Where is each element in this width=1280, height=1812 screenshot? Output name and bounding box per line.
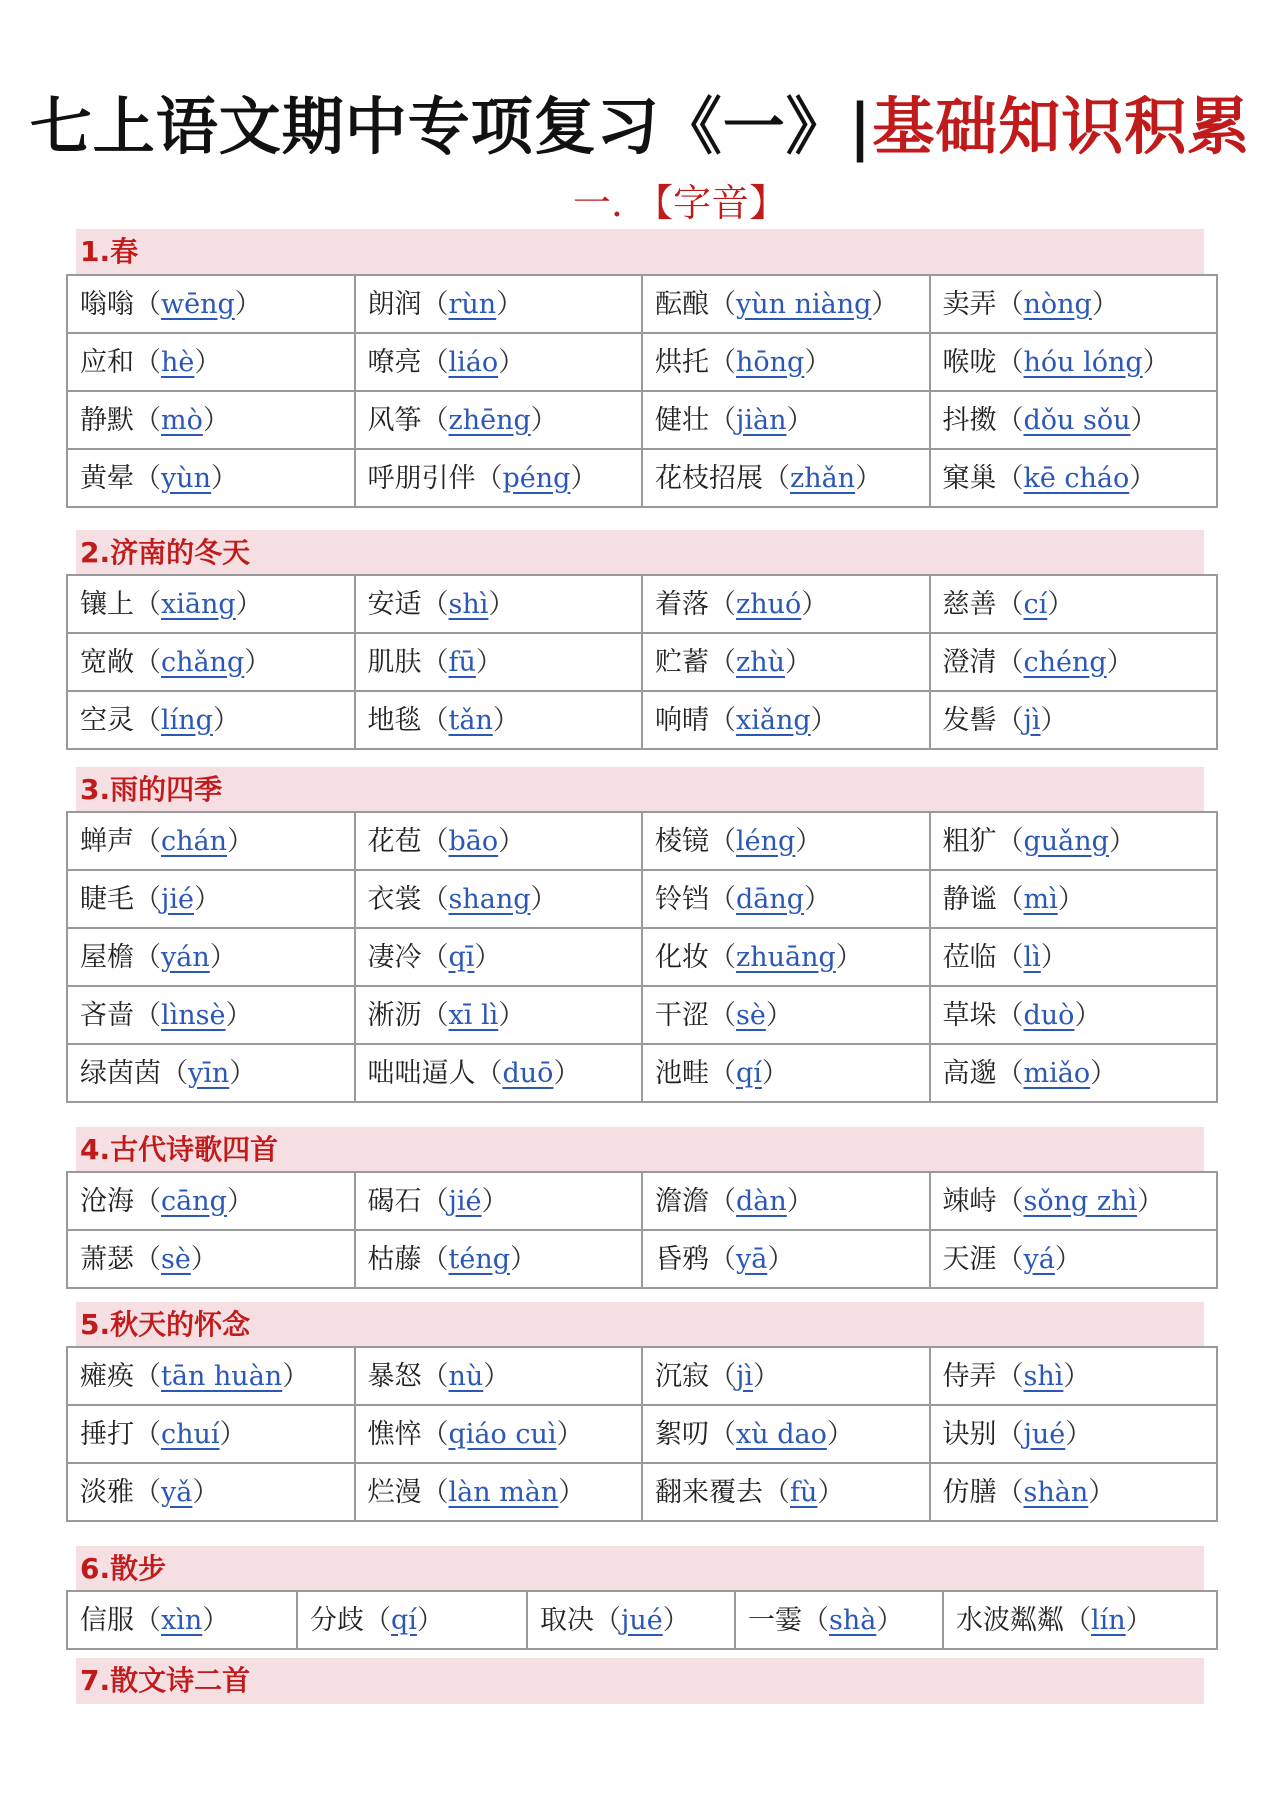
pinyin-text: jié bbox=[448, 1185, 482, 1217]
word-text: 取决 bbox=[540, 1604, 594, 1636]
word-cell: 朗润（rùn） bbox=[355, 275, 643, 333]
word-text: 沉寂 bbox=[655, 1360, 709, 1392]
word-text: 化妆 bbox=[655, 941, 709, 973]
word-cell: 池畦（qí） bbox=[642, 1044, 930, 1102]
word-cell: 信服（xìn） bbox=[67, 1591, 297, 1649]
word-text: 干涩 bbox=[655, 999, 709, 1031]
pinyin-text: zhù bbox=[736, 646, 786, 678]
word-text: 睫毛 bbox=[80, 883, 134, 915]
word-text: 贮蓄 bbox=[655, 646, 709, 678]
table-row bbox=[67, 691, 1217, 749]
word-text: 黄晕 bbox=[80, 462, 134, 494]
word-text: 沧海 bbox=[80, 1185, 134, 1217]
pinyin-text: shì bbox=[448, 588, 489, 620]
pinyin-text: xù dao bbox=[736, 1418, 827, 1450]
pinyin-text: sè bbox=[161, 1243, 191, 1275]
pinyin-text: sǒng zhì bbox=[1023, 1185, 1138, 1217]
word-cell: 风筝（zhēng） bbox=[355, 391, 643, 449]
word-cell: 侍弄（shì） bbox=[930, 1347, 1218, 1405]
word-text: 昏鸦 bbox=[655, 1243, 709, 1275]
pinyin-text: chán bbox=[161, 825, 227, 857]
word-cell: 地毯（tǎn） bbox=[355, 691, 643, 749]
word-text: 绿茵茵 bbox=[80, 1057, 161, 1089]
word-text: 天涯 bbox=[942, 1243, 997, 1275]
pinyin-text: xìn bbox=[161, 1604, 203, 1636]
word-cell: 咄咄逼人（duō） bbox=[355, 1044, 643, 1102]
word-text: 澄清 bbox=[942, 646, 997, 678]
word-cell: 睫毛（jié） bbox=[67, 870, 355, 928]
table-row bbox=[67, 449, 1217, 507]
word-text: 屋檐 bbox=[80, 941, 134, 973]
pinyin-text: fù bbox=[790, 1476, 818, 1508]
pinyin-text: sè bbox=[736, 999, 766, 1031]
word-cell: 应和（hè） bbox=[67, 333, 355, 391]
pinyin-text: duò bbox=[1023, 999, 1075, 1031]
word-text: 应和 bbox=[80, 346, 134, 378]
word-cell: 花枝招展（zhǎn） bbox=[642, 449, 930, 507]
word-cell: 黄晕（yùn） bbox=[67, 449, 355, 507]
word-text: 肌肤 bbox=[367, 646, 422, 678]
pinyin-text: dǒu sǒu bbox=[1023, 404, 1131, 436]
word-text: 朗润 bbox=[367, 288, 422, 320]
pinyin-text: lín bbox=[1091, 1604, 1126, 1636]
section-heading: 6.散步 bbox=[76, 1546, 1204, 1592]
word-cell: 絮叨（xù dao） bbox=[642, 1405, 930, 1463]
word-cell: 卖弄（nòng） bbox=[930, 275, 1218, 333]
pinyin-text: chǎng bbox=[161, 646, 245, 678]
pinyin-text: mì bbox=[1023, 883, 1058, 915]
word-cell: 嗡嗡（wēng） bbox=[67, 275, 355, 333]
word-cell: 肌肤（fū） bbox=[355, 633, 643, 691]
pinyin-text: chéng bbox=[1023, 646, 1107, 678]
pinyin-text: hóu lóng bbox=[1023, 346, 1143, 378]
word-text: 侍弄 bbox=[942, 1360, 997, 1392]
word-text: 仿膳 bbox=[942, 1476, 997, 1508]
pinyin-text: miǎo bbox=[1023, 1057, 1091, 1089]
pinyin-text: líng bbox=[161, 704, 213, 736]
word-text: 淡雅 bbox=[80, 1476, 134, 1508]
word-cell: 贮蓄（zhù） bbox=[642, 633, 930, 691]
pinyin-text: hōng bbox=[736, 346, 805, 378]
pinyin-text: zhēng bbox=[448, 404, 531, 436]
word-cell: 瘫痪（tān huàn） bbox=[67, 1347, 355, 1405]
word-text: 枯藤 bbox=[367, 1243, 422, 1275]
pinyin-text: xiǎng bbox=[736, 704, 811, 736]
word-cell: 碣石（jié） bbox=[355, 1172, 643, 1230]
word-text: 草垛 bbox=[942, 999, 997, 1031]
pinyin-text: jué bbox=[1023, 1418, 1066, 1450]
word-text: 萧瑟 bbox=[80, 1243, 134, 1275]
title-main: 七上语文期中专项复习《一》| bbox=[29, 90, 873, 163]
word-cell: 嘹亮（liáo） bbox=[355, 333, 643, 391]
word-cell: 吝啬（lìnsè） bbox=[67, 986, 355, 1044]
pinyin-text: shàn bbox=[1023, 1476, 1089, 1508]
word-cell: 莅临（lì） bbox=[930, 928, 1218, 986]
word-cell: 仿膳（shàn） bbox=[930, 1463, 1218, 1521]
word-cell: 取决（jué） bbox=[527, 1591, 735, 1649]
word-cell: 烘托（hōng） bbox=[642, 333, 930, 391]
word-text: 吝啬 bbox=[80, 999, 134, 1031]
pinyin-text: jì bbox=[736, 1360, 754, 1392]
word-cell: 静谧（mì） bbox=[930, 870, 1218, 928]
word-cell: 安适（shì） bbox=[355, 575, 643, 633]
word-cell: 铃铛（dāng） bbox=[642, 870, 930, 928]
table-row bbox=[67, 575, 1217, 633]
word-text: 瘫痪 bbox=[80, 1360, 134, 1392]
word-cell: 宽敞（chǎng） bbox=[67, 633, 355, 691]
word-text: 憔悴 bbox=[367, 1418, 422, 1450]
word-text: 宽敞 bbox=[80, 646, 134, 678]
word-cell: 呼朋引伴（péng） bbox=[355, 449, 643, 507]
pinyin-text: jué bbox=[621, 1604, 663, 1636]
table-row bbox=[67, 275, 1217, 333]
pinyin-text: xiāng bbox=[161, 588, 236, 620]
word-cell: 暴怒（nù） bbox=[355, 1347, 643, 1405]
word-cell: 淡雅（yǎ） bbox=[67, 1463, 355, 1521]
word-text: 嗡嗡 bbox=[80, 288, 134, 320]
word-cell: 分歧（qí） bbox=[297, 1591, 527, 1649]
word-text: 翻来覆去 bbox=[655, 1476, 763, 1508]
word-cell: 化妆（zhuāng） bbox=[642, 928, 930, 986]
word-cell: 空灵（líng） bbox=[67, 691, 355, 749]
pinyin-text: qí bbox=[736, 1057, 762, 1089]
word-text: 碣石 bbox=[367, 1185, 422, 1217]
table-row bbox=[67, 391, 1217, 449]
table-row bbox=[67, 633, 1217, 691]
word-text: 花枝招展 bbox=[655, 462, 763, 494]
pinyin-text: yīn bbox=[188, 1057, 230, 1089]
word-cell: 棱镜（léng） bbox=[642, 812, 930, 870]
word-cell: 酝酿（yùn niàng） bbox=[642, 275, 930, 333]
word-cell: 慈善（cí） bbox=[930, 575, 1218, 633]
word-text: 花苞 bbox=[367, 825, 422, 857]
pinyin-text: yùn niàng bbox=[736, 288, 872, 320]
pinyin-text: cí bbox=[1023, 588, 1048, 620]
word-text: 高邈 bbox=[942, 1057, 997, 1089]
word-cell: 萧瑟（sè） bbox=[67, 1230, 355, 1288]
pinyin-text: zhuó bbox=[736, 588, 802, 620]
word-cell: 诀别（jué） bbox=[930, 1405, 1218, 1463]
pinyin-text: dàn bbox=[736, 1185, 787, 1217]
section-heading: 7.散文诗二首 bbox=[76, 1658, 1204, 1704]
word-text: 酝酿 bbox=[655, 288, 709, 320]
word-text: 诀别 bbox=[942, 1418, 997, 1450]
word-text: 铃铛 bbox=[655, 883, 709, 915]
pinyin-text: léng bbox=[736, 825, 796, 857]
word-cell: 着落（zhuó） bbox=[642, 575, 930, 633]
word-text: 呼朋引伴 bbox=[367, 462, 476, 494]
word-text: 窠巢 bbox=[942, 462, 997, 494]
word-cell: 沧海（cāng） bbox=[67, 1172, 355, 1230]
pinyin-text: rùn bbox=[448, 288, 497, 320]
pinyin-text: dāng bbox=[736, 883, 805, 915]
word-text: 淅沥 bbox=[367, 999, 422, 1031]
word-text: 粗犷 bbox=[942, 825, 997, 857]
word-text: 健壮 bbox=[655, 404, 709, 436]
table-row bbox=[67, 1172, 1217, 1230]
pinyin-text: xī lì bbox=[448, 999, 499, 1031]
word-cell: 窠巢（kē cháo） bbox=[930, 449, 1218, 507]
section-heading: 2.济南的冬天 bbox=[76, 530, 1204, 576]
word-text: 凄冷 bbox=[367, 941, 422, 973]
word-cell: 水波粼粼（lín） bbox=[943, 1591, 1217, 1649]
word-cell: 澹澹（dàn） bbox=[642, 1172, 930, 1230]
word-cell: 高邈（miǎo） bbox=[930, 1044, 1218, 1102]
word-cell: 憔悴（qiáo cuì） bbox=[355, 1405, 643, 1463]
pinyin-table bbox=[66, 1590, 1218, 1650]
pinyin-text: jiàn bbox=[736, 404, 787, 436]
pinyin-text: guǎng bbox=[1023, 825, 1109, 857]
table-row bbox=[67, 870, 1217, 928]
pinyin-text: chuí bbox=[161, 1418, 220, 1450]
pinyin-text: shì bbox=[1023, 1360, 1064, 1392]
word-cell: 捶打（chuí） bbox=[67, 1405, 355, 1463]
word-text: 一霎 bbox=[748, 1604, 802, 1636]
pinyin-text: yùn bbox=[161, 462, 212, 494]
word-text: 慈善 bbox=[942, 588, 997, 620]
section-heading: 5.秋天的怀念 bbox=[76, 1302, 1204, 1348]
word-text: 暴怒 bbox=[367, 1360, 422, 1392]
pinyin-text: shang bbox=[448, 883, 531, 915]
word-text: 池畦 bbox=[655, 1057, 709, 1089]
pinyin-text: nòng bbox=[1023, 288, 1092, 320]
table-row bbox=[67, 1591, 1217, 1649]
word-text: 风筝 bbox=[367, 404, 422, 436]
table-row bbox=[67, 1405, 1217, 1463]
word-text: 卖弄 bbox=[942, 288, 997, 320]
word-cell: 竦峙（sǒng zhì） bbox=[930, 1172, 1218, 1230]
word-text: 烘托 bbox=[655, 346, 709, 378]
pinyin-text: làn màn bbox=[448, 1476, 559, 1508]
word-cell: 屋檐（yán） bbox=[67, 928, 355, 986]
pinyin-text: qiáo cuì bbox=[448, 1418, 557, 1450]
table-row bbox=[67, 1347, 1217, 1405]
table-row bbox=[67, 986, 1217, 1044]
word-cell: 澄清（chéng） bbox=[930, 633, 1218, 691]
word-cell: 喉咙（hóu lóng） bbox=[930, 333, 1218, 391]
pinyin-text: kē cháo bbox=[1023, 462, 1130, 494]
pinyin-text: fū bbox=[448, 646, 476, 678]
table-row bbox=[67, 1463, 1217, 1521]
word-cell: 健壮（jiàn） bbox=[642, 391, 930, 449]
word-cell: 干涩（sè） bbox=[642, 986, 930, 1044]
table-row bbox=[67, 928, 1217, 986]
word-cell: 响晴（xiǎng） bbox=[642, 691, 930, 749]
word-text: 地毯 bbox=[367, 704, 422, 736]
pinyin-text: wēng bbox=[161, 288, 235, 320]
table-row bbox=[67, 1044, 1217, 1102]
pinyin-text: yá bbox=[1023, 1243, 1055, 1275]
word-text: 衣裳 bbox=[367, 883, 422, 915]
word-cell: 一霎（shà） bbox=[735, 1591, 943, 1649]
section-heading: 3.雨的四季 bbox=[76, 767, 1204, 813]
pinyin-text: cāng bbox=[161, 1185, 227, 1217]
word-text: 抖擞 bbox=[942, 404, 997, 436]
word-text: 发髻 bbox=[942, 704, 997, 736]
word-text: 响晴 bbox=[655, 704, 709, 736]
word-cell: 衣裳（shang） bbox=[355, 870, 643, 928]
table-row bbox=[67, 1230, 1217, 1288]
word-text: 着落 bbox=[655, 588, 709, 620]
word-cell: 昏鸦（yā） bbox=[642, 1230, 930, 1288]
word-cell: 抖擞（dǒu sǒu） bbox=[930, 391, 1218, 449]
page-title bbox=[0, 82, 1280, 172]
word-text: 嘹亮 bbox=[367, 346, 422, 378]
word-cell: 天涯（yá） bbox=[930, 1230, 1218, 1288]
word-cell: 粗犷（guǎng） bbox=[930, 812, 1218, 870]
table-row bbox=[67, 812, 1217, 870]
pinyin-text: mò bbox=[161, 404, 203, 436]
pinyin-text: yā bbox=[736, 1243, 768, 1275]
word-text: 空灵 bbox=[80, 704, 134, 736]
pinyin-text: duō bbox=[502, 1057, 554, 1089]
word-cell: 静默（mò） bbox=[67, 391, 355, 449]
pinyin-table bbox=[66, 1346, 1218, 1522]
pinyin-text: nù bbox=[448, 1360, 484, 1392]
pinyin-text: yán bbox=[161, 941, 210, 973]
word-text: 水波粼粼 bbox=[956, 1604, 1064, 1636]
pinyin-text: jì bbox=[1023, 704, 1041, 736]
word-text: 镶上 bbox=[80, 588, 134, 620]
word-text: 咄咄逼人 bbox=[367, 1057, 476, 1089]
word-cell: 绿茵茵（yīn） bbox=[67, 1044, 355, 1102]
word-cell: 烂漫（làn màn） bbox=[355, 1463, 643, 1521]
pinyin-table bbox=[66, 574, 1218, 750]
pinyin-text: bāo bbox=[448, 825, 499, 857]
section-heading: 4.古代诗歌四首 bbox=[76, 1127, 1204, 1173]
pinyin-text: qí bbox=[391, 1604, 417, 1636]
pinyin-table bbox=[66, 811, 1218, 1103]
pinyin-text: tǎn bbox=[448, 704, 493, 736]
pinyin-table bbox=[66, 1171, 1218, 1289]
pinyin-text: yǎ bbox=[161, 1476, 193, 1508]
pinyin-text: lìnsè bbox=[161, 999, 226, 1031]
word-cell: 草垛（duò） bbox=[930, 986, 1218, 1044]
pinyin-text: lì bbox=[1023, 941, 1041, 973]
word-text: 棱镜 bbox=[655, 825, 709, 857]
table-row bbox=[67, 333, 1217, 391]
word-cell: 花苞（bāo） bbox=[355, 812, 643, 870]
section-subtitle: 一. 【字音】 bbox=[572, 181, 788, 225]
word-text: 静谧 bbox=[942, 883, 997, 915]
pinyin-text: zhuāng bbox=[736, 941, 836, 973]
word-text: 喉咙 bbox=[942, 346, 997, 378]
word-cell: 发髻（jì） bbox=[930, 691, 1218, 749]
word-cell: 镶上（xiāng） bbox=[67, 575, 355, 633]
title-highlight: 基础知识积累 bbox=[872, 90, 1251, 163]
word-cell: 淅沥（xī lì） bbox=[355, 986, 643, 1044]
word-text: 安适 bbox=[367, 588, 422, 620]
word-cell: 沉寂（jì） bbox=[642, 1347, 930, 1405]
word-text: 竦峙 bbox=[942, 1185, 997, 1217]
word-text: 分歧 bbox=[310, 1604, 364, 1636]
pinyin-text: jié bbox=[161, 883, 194, 915]
word-text: 莅临 bbox=[942, 941, 997, 973]
word-cell: 蝉声（chán） bbox=[67, 812, 355, 870]
pinyin-text: zhǎn bbox=[790, 462, 856, 494]
word-cell: 枯藤（téng） bbox=[355, 1230, 643, 1288]
word-text: 澹澹 bbox=[655, 1185, 709, 1217]
word-text: 静默 bbox=[80, 404, 134, 436]
word-text: 蝉声 bbox=[80, 825, 134, 857]
pinyin-text: péng bbox=[502, 462, 571, 494]
pinyin-table bbox=[66, 274, 1218, 508]
word-text: 信服 bbox=[80, 1604, 134, 1636]
pinyin-text: téng bbox=[448, 1243, 511, 1275]
pinyin-text: hè bbox=[161, 346, 195, 378]
pinyin-text: qī bbox=[448, 941, 475, 973]
word-text: 烂漫 bbox=[367, 1476, 422, 1508]
pinyin-text: tān huàn bbox=[161, 1360, 283, 1392]
word-cell: 翻来覆去（fù） bbox=[642, 1463, 930, 1521]
section-heading: 1.春 bbox=[76, 229, 1204, 275]
pinyin-text: shà bbox=[829, 1604, 877, 1636]
pinyin-text: liáo bbox=[448, 346, 499, 378]
word-text: 絮叨 bbox=[655, 1418, 709, 1450]
word-text: 捶打 bbox=[80, 1418, 134, 1450]
word-cell: 凄冷（qī） bbox=[355, 928, 643, 986]
